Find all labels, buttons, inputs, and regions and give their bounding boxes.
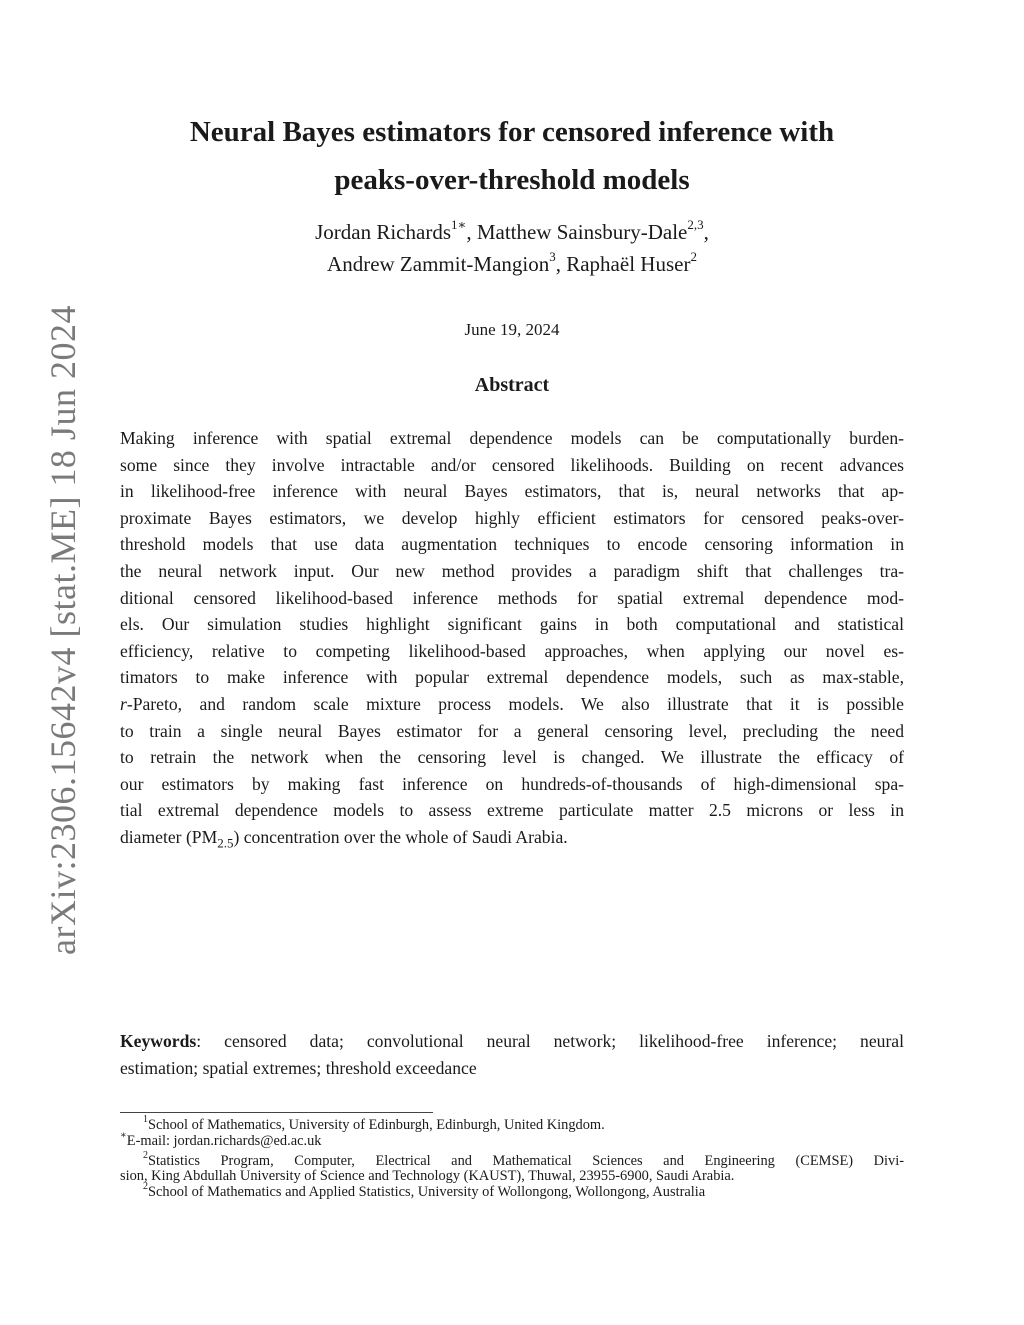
arxiv-identifier: arXiv:2306.15642v4 [stat.ME] 18 Jun 2024 xyxy=(43,305,83,955)
abstract-line: threshold models that use data augmentation techniques to encode censoring information in xyxy=(120,534,904,555)
abstract-line: r-Pareto, and random scale mixture process models. We also illustrate that it is possible xyxy=(120,693,904,714)
abstract-line: tial extremal dependence models to assess extreme particulate matter 2.5 microns or less in xyxy=(120,800,904,821)
footnote-line xyxy=(120,1181,904,1201)
abstract-heading: Abstract xyxy=(474,374,550,396)
author-separator: , xyxy=(466,220,477,244)
keywords-label: Keywords xyxy=(120,1031,197,1051)
abstract-line: some since they involve intractable and/or censored likelihoods. Building on recent advances xyxy=(120,454,904,475)
authors-line-1 xyxy=(100,216,924,248)
abstract-line: els. Our simulation studies highlight significant gains in both computational and statistical xyxy=(120,614,904,635)
author-separator: , xyxy=(555,252,567,276)
footnote-mark: 2 xyxy=(143,1181,148,1193)
footnote-line xyxy=(120,1149,904,1170)
keywords-section xyxy=(120,1028,904,1081)
footnote-rule xyxy=(120,1112,433,1113)
keywords-line-2: estimation; spatial extremes; threshold exceedance xyxy=(120,1057,477,1078)
keywords-text: : censored data; convolutional neural network; likelihood-free inference; neural xyxy=(196,1031,904,1051)
author-name: Jordan Richards xyxy=(315,220,451,244)
footnote-line: sion, King Abdullah University of Science and Technology (KAUST), Thuwal, 23955-6900, Saudi Arabia. xyxy=(120,1168,735,1185)
author-separator: , xyxy=(703,220,709,244)
author-name: Matthew Sainsbury-Dale xyxy=(476,220,688,244)
footnote-mark: 2 xyxy=(143,1149,148,1161)
footnote-text: School of Mathematics, University of Edinburgh, Edinburgh, United Kingdom. xyxy=(148,1117,605,1133)
footnote-affiliation-2 xyxy=(120,1149,904,1186)
footnote-text: School of Mathematics and Applied Statistics, University of Wollongong, Wollongong, Australia xyxy=(148,1184,706,1201)
abstract-line: to train a single neural Bayes estimator for a general censoring level, precluding the need xyxy=(120,720,904,741)
abstract-text: ) concentration over the whole of Saudi Arabia. xyxy=(233,826,568,847)
abstract-body xyxy=(120,425,904,851)
title-line-2: peaks-over-threshold models xyxy=(334,164,690,196)
paper-title xyxy=(100,108,924,204)
abstract-last-line xyxy=(120,824,904,851)
author-affiliation-mark: 3 xyxy=(549,249,556,264)
footnote-text: Statistics Program, Computer, Electrical and Mathematical Sciences and Engineering (CEMSE) Divi- xyxy=(148,1152,904,1169)
footnote-line xyxy=(120,1114,904,1134)
pm-subscript: 2.5 xyxy=(217,835,234,851)
abstract-line: efficiency, relative to competing likelihood-based approaches, when applying our novel es- xyxy=(120,640,904,661)
abstract-line: proximate Bayes estimators, we develop highly efficient estimators for censored peaks-over- xyxy=(120,507,904,528)
abstract-line: Making inference with spatial extremal dependence models can be computationally burden- xyxy=(120,428,904,448)
keywords-line-1 xyxy=(120,1028,904,1055)
footnote-affiliation-1 xyxy=(120,1114,904,1134)
author-affiliation-mark: 2,3 xyxy=(687,217,704,232)
abstract-line: ditional censored likelihood-based inference methods for spatial extremal dependence mod- xyxy=(120,587,904,608)
abstract-line: in likelihood-free inference with neural Bayes estimators, that is, neural networks that ap- xyxy=(120,481,904,502)
footnotes xyxy=(120,1114,904,1201)
abstract-line: timators to make inference with popular extremal dependence models, such as max-stable, xyxy=(120,667,904,688)
abstract-text: diameter (PM xyxy=(120,826,218,847)
abstract-line: the neural network input. Our new method provides a paradigm shift that challenges tra- xyxy=(120,560,904,581)
author-list xyxy=(100,216,924,280)
author-affiliation-mark: 1∗ xyxy=(451,217,467,232)
footnote-line xyxy=(120,1130,904,1150)
author-name: Raphaël Huser xyxy=(566,252,691,276)
footnote-email-text: E-mail: jordan.richards@ed.ac.uk xyxy=(126,1132,322,1149)
author-affiliation-mark: 2 xyxy=(690,249,697,264)
footnote-mark: 1 xyxy=(143,1114,148,1126)
footnote-mark: ∗ xyxy=(120,1130,127,1141)
authors-line-2 xyxy=(100,248,924,280)
abstract-line: to retrain the network when the censoring level is changed. We illustrate the efficacy of xyxy=(120,747,904,768)
publication-date: June 19, 2024 xyxy=(464,320,560,339)
author-name: Andrew Zammit-Mangion xyxy=(327,252,550,276)
footnote-affiliation-3 xyxy=(120,1181,904,1201)
abstract-line: our estimators by making fast inference on hundreds-of-thousands of high-dimensional spa- xyxy=(120,773,904,794)
title-line-1: Neural Bayes estimators for censored inference with xyxy=(189,116,835,148)
footnote-email xyxy=(120,1130,904,1150)
